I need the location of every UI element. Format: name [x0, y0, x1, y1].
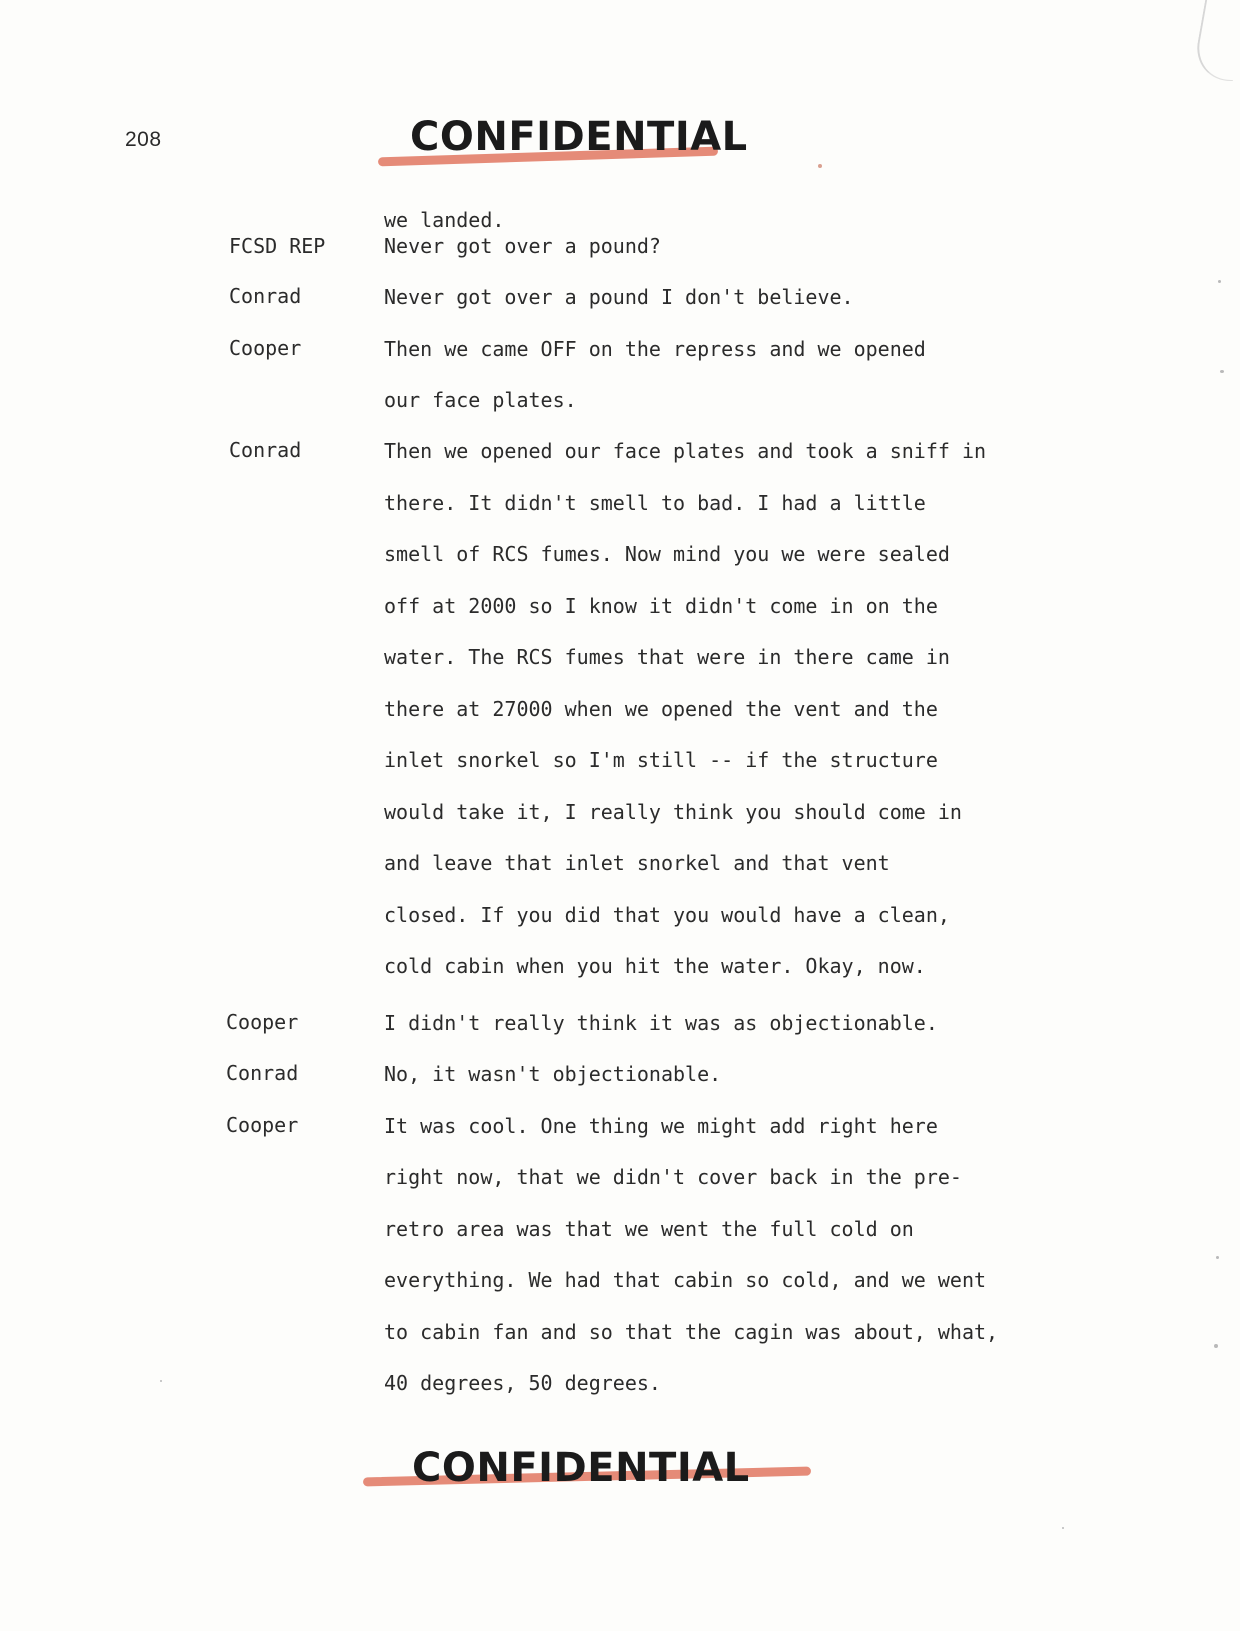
transcript-line: off at 2000 so I know it didn't come in on the: [384, 594, 938, 618]
transcript-line: It was cool. One thing we might add right here: [384, 1114, 938, 1138]
transcript-line: Then we came OFF on the repress and we opened: [384, 337, 926, 361]
transcript-line: retro area was that we went the full cold on: [384, 1217, 914, 1241]
transcript-line: right now, that we didn't cover back in the pre-: [384, 1165, 962, 1189]
confidential-stamp-footer: CONFIDENTIAL: [412, 1445, 750, 1491]
scan-speck: [1216, 1256, 1219, 1259]
speaker-label: Cooper: [229, 336, 302, 360]
speaker-label: Conrad: [229, 438, 302, 462]
scan-speck: [1220, 370, 1224, 373]
confidential-stamp-header: CONFIDENTIAL: [410, 114, 748, 160]
scan-speck: [1062, 1527, 1064, 1529]
speaker-label: Conrad: [229, 284, 302, 308]
speaker-label: FCSD REP: [229, 234, 326, 258]
transcript-line: 40 degrees, 50 degrees.: [384, 1371, 661, 1395]
transcript-line: to cabin fan and so that the cagin was about, what,: [384, 1320, 999, 1344]
speaker-label: Cooper: [226, 1010, 299, 1034]
transcript-line: closed. If you did that you would have a clean,: [384, 903, 950, 927]
transcript-line: cold cabin when you hit the water. Okay, now.: [384, 954, 926, 978]
scan-speck: [1214, 1344, 1218, 1348]
transcript-line: Then we opened our face plates and took a sniff in: [384, 439, 987, 463]
page-corner-curl: [1191, 0, 1240, 81]
scan-speck: [1218, 280, 1221, 283]
transcript-line: everything. We had that cabin so cold, and we went: [384, 1268, 987, 1292]
transcript-line: I didn't really think it was as objectionable.: [384, 1011, 938, 1035]
transcript-line: and leave that inlet snorkel and that vent: [384, 851, 890, 875]
transcript-line: there. It didn't smell to bad. I had a little: [384, 491, 926, 515]
speaker-label: Cooper: [226, 1113, 299, 1137]
transcript-line: our face plates.: [384, 388, 577, 412]
transcript-line: water. The RCS fumes that were in there came in: [384, 645, 950, 669]
transcript-line: there at 27000 when we opened the vent and the: [384, 697, 938, 721]
transcript-line: Never got over a pound?: [384, 234, 661, 258]
transcript-line: inlet snorkel so I'm still -- if the structure: [384, 748, 938, 772]
transcript-line: Never got over a pound I don't believe.: [384, 285, 854, 309]
page-number: 208: [125, 128, 162, 151]
transcript-line: would take it, I really think you should come in: [384, 800, 962, 824]
scan-speck: [160, 1380, 162, 1382]
transcript-line: we landed.: [384, 208, 505, 232]
transcript-line: No, it wasn't objectionable.: [384, 1062, 722, 1086]
transcript-line: smell of RCS fumes. Now mind you we were sealed: [384, 542, 950, 566]
speaker-label: Conrad: [226, 1061, 299, 1085]
scan-speck: [818, 164, 822, 168]
